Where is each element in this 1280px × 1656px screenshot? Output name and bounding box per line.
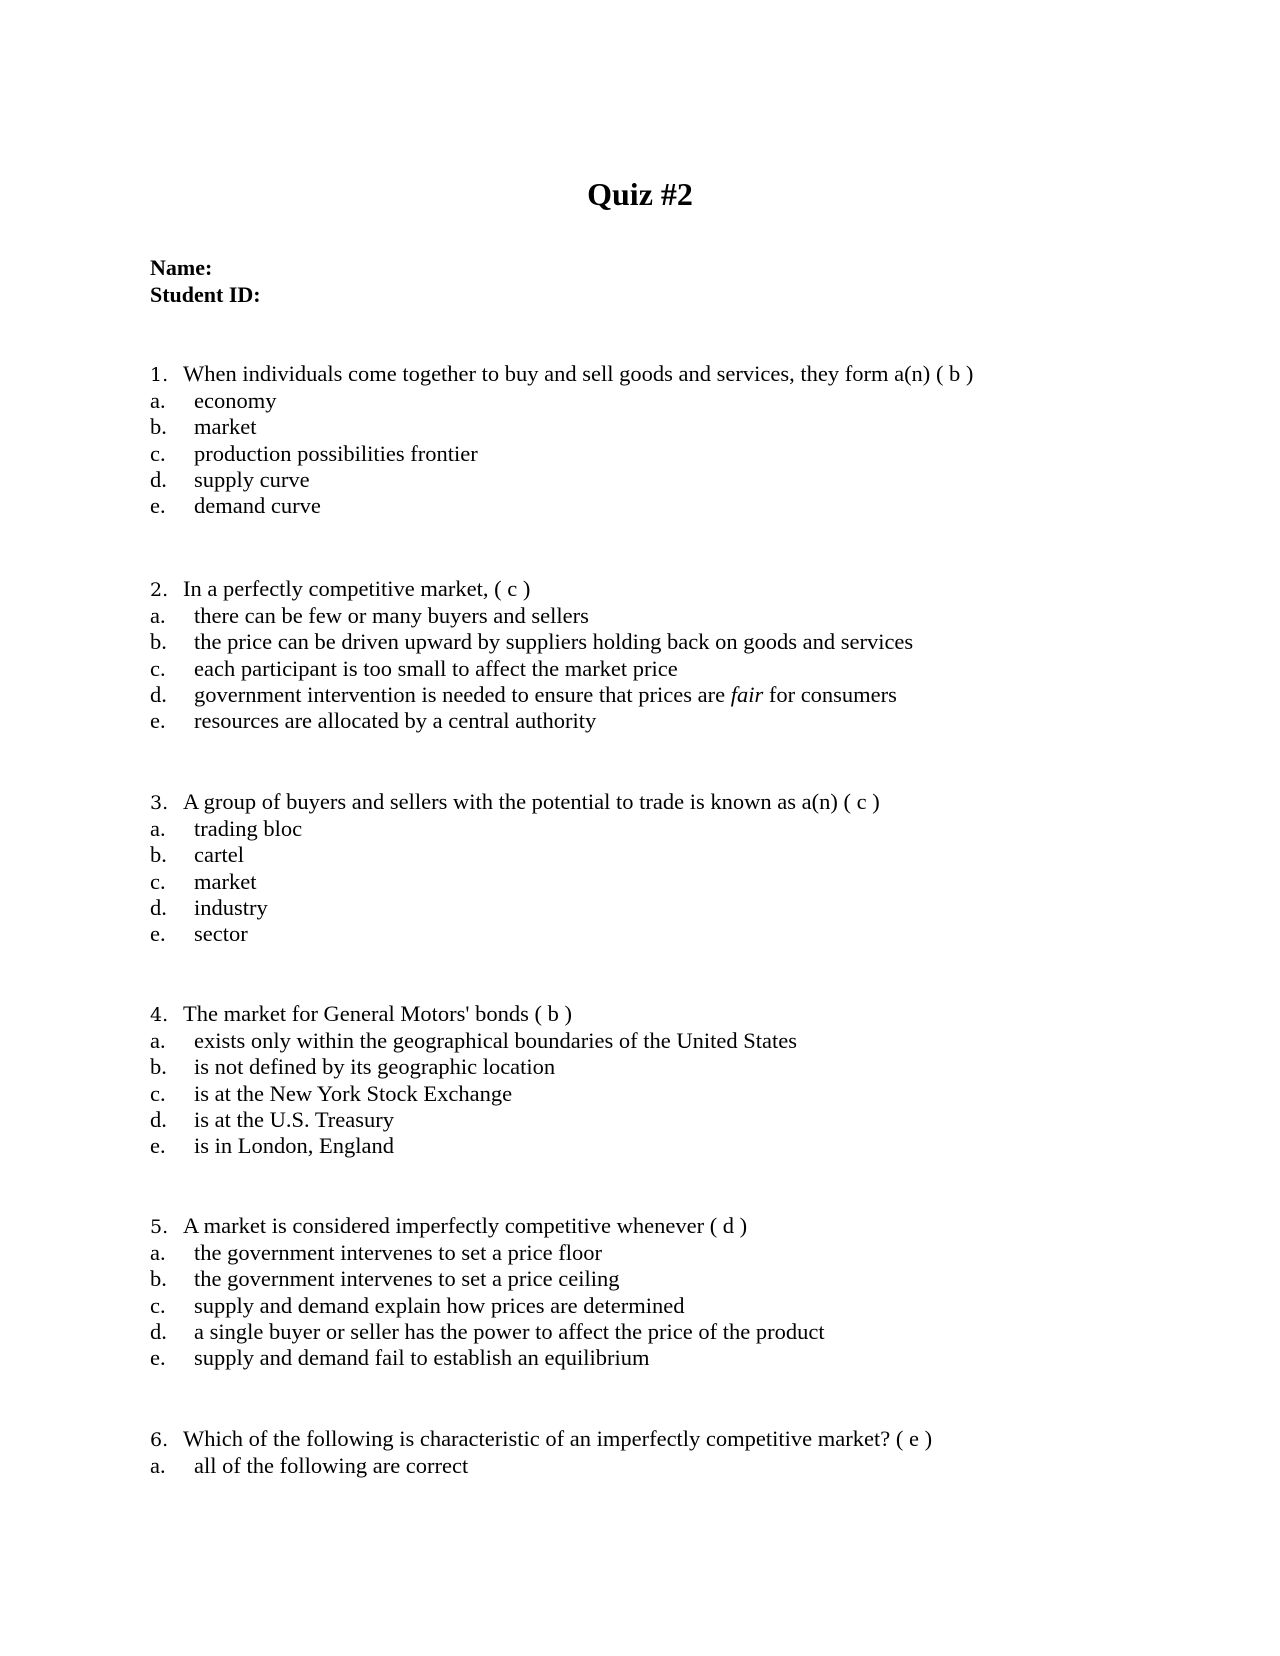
option-text: industry xyxy=(194,894,268,920)
question-stem xyxy=(150,1000,1150,1028)
question-text: A market is considered imperfectly competitive whenever xyxy=(183,1213,705,1238)
option-e xyxy=(150,921,1150,947)
option-text: economy xyxy=(194,388,277,413)
question-stem xyxy=(150,360,1150,388)
option-list xyxy=(150,388,1150,519)
question-number: 1. xyxy=(150,364,169,386)
option-letter: b. xyxy=(150,1266,167,1292)
option-d xyxy=(150,1319,1150,1345)
option-e xyxy=(150,1345,1150,1371)
option-b xyxy=(150,1054,1150,1080)
option-text: is not defined by its geographic location xyxy=(194,1054,556,1080)
option-a xyxy=(150,603,1150,629)
option-letter: a. xyxy=(150,1028,166,1053)
question-number: 3. xyxy=(150,792,169,814)
option-text: the government intervenes to set a price ceiling xyxy=(194,1266,620,1292)
option-text: there can be few or many buyers and sellers xyxy=(194,603,589,628)
question-4 xyxy=(150,1000,1150,1159)
option-text: a single buyer or seller has the power to affect the price of the product xyxy=(194,1318,825,1344)
question-stem xyxy=(150,1212,1150,1240)
option-d xyxy=(150,467,1150,493)
option-a xyxy=(150,1240,1150,1266)
answer-key: ( b ) xyxy=(534,1001,572,1026)
option-text: is in London, England xyxy=(194,1133,394,1159)
option-text: exists only within the geographical boundaries of the United States xyxy=(194,1028,797,1053)
option-list xyxy=(150,1240,1150,1371)
option-text: production possibilities frontier xyxy=(194,440,478,466)
option-letter: d. xyxy=(150,1106,167,1132)
question-number: 2. xyxy=(150,579,169,601)
option-letter: d. xyxy=(150,1318,167,1344)
option-letter: a. xyxy=(150,388,166,413)
answer-key: ( c ) xyxy=(843,789,880,814)
option-letter: c. xyxy=(150,1080,166,1106)
option-text: demand curve xyxy=(194,493,321,519)
option-text: supply and demand explain how prices are determined xyxy=(194,1292,685,1318)
option-d xyxy=(150,1107,1150,1133)
answer-key: ( b ) xyxy=(935,361,974,386)
option-letter: d. xyxy=(150,466,167,492)
answer-key: ( c ) xyxy=(494,576,531,601)
question-2 xyxy=(150,575,1150,734)
option-e xyxy=(150,493,1150,519)
option-letter: c. xyxy=(150,868,166,894)
option-e xyxy=(150,708,1150,734)
option-d xyxy=(150,895,1150,921)
option-letter: a. xyxy=(150,816,166,841)
option-letter: c. xyxy=(150,655,166,681)
option-letter: c. xyxy=(150,440,166,466)
option-text-start: government intervention is needed to ensure that prices are xyxy=(194,681,731,707)
option-letter: b. xyxy=(150,414,167,440)
option-letter: a. xyxy=(150,603,166,628)
question-text: A group of buyers and sellers with the potential to trade is known as a(n) xyxy=(183,789,838,814)
option-d xyxy=(150,682,1150,708)
option-letter: d. xyxy=(150,681,167,707)
answer-key: ( d ) xyxy=(709,1213,748,1238)
question-number: 6. xyxy=(150,1429,169,1451)
question-1 xyxy=(150,360,1150,519)
option-b xyxy=(150,842,1150,868)
option-letter: e. xyxy=(150,1133,166,1159)
option-text: is at the U.S. Treasury xyxy=(194,1106,395,1132)
option-text-end: for consumers xyxy=(763,681,897,707)
option-letter: b. xyxy=(150,842,167,868)
option-list xyxy=(150,816,1150,947)
option-letter: a. xyxy=(150,1240,166,1265)
option-letter: e. xyxy=(150,921,166,947)
question-text: The market for General Motors' bonds xyxy=(183,1001,529,1026)
question-6 xyxy=(150,1425,1150,1479)
option-text: all of the following are correct xyxy=(194,1453,469,1478)
option-text-emphasis: fair xyxy=(730,681,764,707)
name-field-label: Name: xyxy=(150,255,213,280)
student-id-field-label: Student ID: xyxy=(150,282,261,307)
option-text: is at the New York Stock Exchange xyxy=(194,1080,513,1106)
answer-key: ( e ) xyxy=(895,1426,933,1451)
option-c xyxy=(150,1293,1150,1319)
page-title: Quiz #2 xyxy=(587,176,693,212)
option-a xyxy=(150,1028,1150,1054)
option-list xyxy=(150,1028,1150,1159)
question-number: 4. xyxy=(150,1004,169,1026)
question-5 xyxy=(150,1212,1150,1371)
option-c xyxy=(150,441,1150,467)
option-text: sector xyxy=(194,921,248,947)
option-a xyxy=(150,816,1150,842)
option-letter: e. xyxy=(150,708,166,734)
option-letter: a. xyxy=(150,1453,166,1478)
question-text: Which of the following is characteristic of an imperfectly competitive market? xyxy=(183,1426,891,1451)
option-text: cartel xyxy=(194,842,244,868)
option-c xyxy=(150,1081,1150,1107)
option-c xyxy=(150,869,1150,895)
question-stem xyxy=(150,788,1150,816)
option-a xyxy=(150,1453,1150,1479)
question-stem xyxy=(150,575,1150,603)
option-letter: e. xyxy=(150,1345,166,1371)
option-list xyxy=(150,603,1150,734)
option-e xyxy=(150,1133,1150,1159)
option-letter: e. xyxy=(150,493,166,519)
option-text: the government intervenes to set a price floor xyxy=(194,1240,602,1265)
option-letter: b. xyxy=(150,1054,167,1080)
option-text: resources are allocated by a central authority xyxy=(194,708,597,734)
option-b xyxy=(150,629,1150,655)
option-letter: b. xyxy=(150,629,167,655)
option-text: market xyxy=(194,868,257,894)
option-text: supply curve xyxy=(194,466,310,492)
question-number: 5. xyxy=(150,1216,169,1238)
option-letter: c. xyxy=(150,1292,166,1318)
question-text: In a perfectly competitive market, xyxy=(183,576,489,601)
option-text: the price can be driven upward by suppliers holding back on goods and services xyxy=(194,629,914,655)
option-b xyxy=(150,414,1150,440)
option-b xyxy=(150,1266,1150,1292)
option-text: supply and demand fail to establish an equilibrium xyxy=(194,1345,650,1371)
option-text xyxy=(194,682,897,707)
question-stem xyxy=(150,1425,1150,1453)
question-text: When individuals come together to buy and sell goods and services, they form a(n) xyxy=(183,361,931,386)
option-c xyxy=(150,656,1150,682)
option-text: market xyxy=(194,414,257,440)
question-3 xyxy=(150,788,1150,947)
option-list xyxy=(150,1453,1150,1479)
option-text: each participant is too small to affect the market price xyxy=(194,655,678,681)
option-letter: d. xyxy=(150,894,167,920)
option-text: trading bloc xyxy=(194,816,303,841)
option-a xyxy=(150,388,1150,414)
